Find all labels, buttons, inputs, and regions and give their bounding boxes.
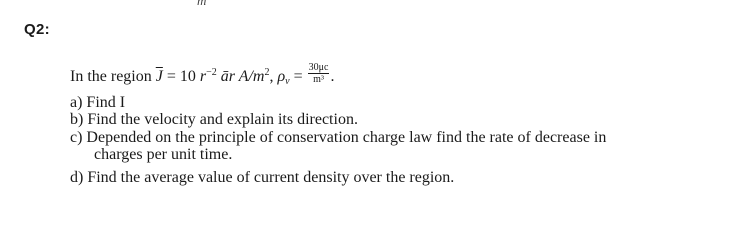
fraction-numerator: 30μc (308, 62, 329, 73)
item-b: b) Find the velocity and explain its direction. (70, 111, 358, 128)
item-d: d) Find the average value of current density over the region. (70, 169, 455, 186)
unit-exponent: 2 (264, 67, 270, 79)
charge-density-fraction (308, 62, 330, 85)
rho-symbol: ρ (277, 68, 286, 86)
item-c-line2: charges per unit time. (94, 146, 233, 163)
r-symbol: r (199, 68, 207, 86)
unit-amps-per-m: A/m (235, 68, 265, 86)
r-exponent: −2 (206, 67, 217, 79)
item-a: a) Find I (70, 94, 126, 111)
cropped-top-text: m (197, 0, 207, 8)
current-density-symbol: $\overline{J}$ (155, 68, 163, 86)
intro-line (70, 62, 335, 89)
intro-prefix: In the region (70, 68, 156, 86)
unit-vector-ar: ār (220, 68, 235, 86)
item-c-line1: c) Depended on the principle of conservation charge law find the rate of decrease in (70, 129, 607, 146)
period: . (330, 68, 335, 86)
comma: , (269, 68, 278, 86)
equals: = (289, 68, 307, 86)
question-label: Q2: (24, 21, 50, 38)
fraction-denominator: m³ (313, 74, 324, 85)
equals-ten: = 10 (162, 68, 200, 86)
rho-subscript: v (285, 76, 290, 88)
